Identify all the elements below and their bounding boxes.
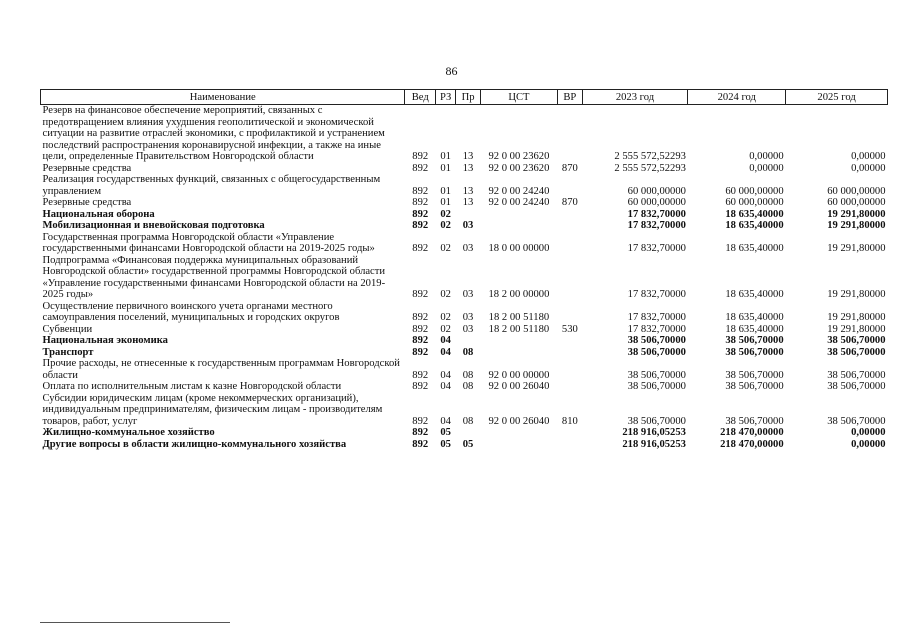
- cell-ved: 892: [412, 162, 429, 174]
- cell-rz: 04: [440, 369, 451, 381]
- cell-2024: 60 000,00000: [725, 197, 784, 208]
- cell-vr: 530: [561, 323, 578, 335]
- table-row: [41, 255, 888, 301]
- cell-2023: 38 506,70000: [627, 381, 686, 392]
- cell-2024: 38 506,70000: [725, 369, 784, 381]
- cell-2025: 19 291,80000: [827, 243, 886, 254]
- cell-vr: [558, 174, 582, 197]
- cell-name: Субсидии юридическим лицам (кроме некоммерческих организаций), индивидуальным предпринимателям, физическим лицам - производителям товаров, работ, услуг: [42, 392, 383, 427]
- cell-pr: 03: [462, 220, 474, 231]
- cell-ved: 892: [412, 335, 429, 346]
- cell-name: Государственная программа Новгородской области «Управление государственными финансами Новгородской области на 2019-2025 годы»: [42, 231, 375, 254]
- header-2023: 2023 год: [582, 90, 688, 105]
- cell-cst: 92 0 00 23620: [488, 162, 550, 174]
- cell-cst: [480, 209, 557, 221]
- cell-cst: 92 0 00 24240: [488, 185, 550, 197]
- cell-ved: 892: [412, 369, 429, 381]
- cell-ved: 892: [412, 346, 429, 358]
- cell-ved: 892: [412, 208, 429, 220]
- cell-ved: 892: [412, 381, 429, 392]
- cell-cst: 18 2 00 00000: [488, 289, 550, 300]
- cell-rz: 04: [440, 381, 451, 392]
- cell-vr: [558, 358, 582, 381]
- cell-name: Национальная оборона: [42, 208, 155, 220]
- cell-rz: 02: [440, 220, 451, 231]
- cell-2024: 0,00000: [749, 162, 784, 174]
- cell-2024: 218 470,00000: [720, 438, 784, 450]
- cell-cst: 18 0 00 00000: [488, 243, 550, 254]
- cell-rz: 02: [440, 208, 451, 220]
- cell-2023: 38 506,70000: [627, 369, 686, 381]
- cell-vr: 810: [561, 415, 578, 427]
- cell-vr: [558, 232, 582, 255]
- cell-pr: [456, 427, 480, 439]
- cell-name: Жилищно-коммунальное хозяйство: [42, 427, 215, 438]
- cell-pr: 08: [462, 346, 474, 358]
- cell-pr: [456, 335, 480, 347]
- cell-rz: 01: [440, 151, 451, 162]
- cell-2025: 38 506,70000: [827, 415, 886, 427]
- cell-vr: [558, 439, 582, 451]
- cell-cst: [480, 427, 557, 439]
- cell-2025: 19 291,80000: [827, 208, 886, 220]
- table-row: [41, 232, 888, 255]
- cell-cst: 92 0 00 23620: [488, 151, 550, 162]
- cell-cst: [480, 335, 557, 347]
- cell-pr: 03: [462, 289, 474, 300]
- header-ved: Вед: [405, 90, 436, 105]
- cell-2025: 19 291,80000: [827, 312, 886, 323]
- cell-ved: 892: [412, 415, 429, 427]
- table-row: [41, 324, 888, 336]
- cell-name: Резерв на финансовое обеспечение мероприятий, связанных с предотвращением влияния ухудшения геополитической и экономической ситуации на развитие отраслей экономики, с профилактикой и устранением последствий распространения коронавирусной инфекции, а также на иные цели, определенные Правительством Новгородской области: [42, 105, 385, 162]
- cell-name: Подпрограмма «Финансовая поддержка муниципальных образований Новгородской области» государственной программы Новгородской области «Управление государственными финансами Новгородской области на 2019-2025 годы»: [42, 254, 386, 300]
- cell-rz: 02: [440, 243, 451, 254]
- cell-name: Оплата по исполнительным листам к казне Новгородской области: [42, 381, 342, 392]
- cell-2024: 18 635,40000: [725, 312, 784, 323]
- cell-cst: 92 0 00 26040: [488, 381, 550, 392]
- table-row: [41, 427, 888, 439]
- cell-2024: 38 506,70000: [725, 346, 784, 358]
- cell-2023: 17 832,70000: [627, 312, 686, 323]
- cell-cst: 92 0 00 26040: [488, 415, 550, 427]
- cell-rz: 01: [440, 162, 451, 174]
- cell-2024: 38 506,70000: [725, 381, 784, 392]
- cell-pr: [456, 209, 480, 221]
- cell-vr: [558, 209, 582, 221]
- cell-2023: 2 555 572,52293: [614, 162, 686, 174]
- cell-2023: 38 506,70000: [627, 346, 686, 358]
- budget-table: [40, 89, 888, 450]
- cell-pr: 08: [462, 369, 474, 381]
- cell-vr: 870: [561, 162, 578, 174]
- cell-name: Субвенции: [42, 323, 93, 335]
- cell-pr: 13: [462, 151, 474, 162]
- cell-ved: 892: [412, 323, 429, 335]
- cell-2023: 17 832,70000: [627, 323, 686, 335]
- cell-pr: 13: [462, 185, 474, 197]
- cell-2023: 60 000,00000: [627, 185, 686, 197]
- cell-2024: 18 635,40000: [725, 323, 784, 335]
- cell-2024: 38 506,70000: [725, 415, 784, 427]
- cell-name: Транспорт: [42, 346, 94, 358]
- cell-cst: 18 2 00 51180: [488, 312, 550, 323]
- cell-pr: 08: [462, 381, 474, 392]
- cell-name: Реализация государственных функций, связанных с общегосударственным управлением: [42, 174, 381, 197]
- cell-name: Резервные средства: [42, 162, 132, 174]
- header-2025: 2025 год: [786, 90, 888, 105]
- header-2024: 2024 год: [688, 90, 786, 105]
- cell-rz: 04: [440, 335, 451, 346]
- cell-2025: 0,00000: [851, 438, 886, 450]
- cell-rz: 02: [440, 312, 451, 323]
- cell-2023: 17 832,70000: [627, 208, 686, 220]
- cell-name: Другие вопросы в области жилищно-коммунального хозяйства: [42, 438, 347, 450]
- cell-2024: 18 635,40000: [725, 243, 784, 254]
- cell-cst: 18 2 00 51180: [488, 323, 550, 335]
- table-row: [41, 301, 888, 324]
- cell-vr: [558, 381, 582, 393]
- cell-2024: 18 635,40000: [725, 220, 784, 231]
- cell-name: Национальная экономика: [42, 335, 168, 346]
- cell-pr: 03: [462, 323, 474, 335]
- cell-ved: 892: [412, 185, 429, 197]
- cell-name: Резервные средства: [42, 197, 132, 208]
- cell-2025: 19 291,80000: [827, 220, 886, 231]
- cell-vr: [558, 347, 582, 359]
- header-pr: Пр: [456, 90, 480, 105]
- cell-name: Осуществление первичного воинского учета органами местного самоуправления поселений, муниципальных и городских округов: [42, 300, 340, 323]
- header-vr: ВР: [558, 90, 582, 105]
- cell-vr: [558, 255, 582, 301]
- cell-2025: 0,00000: [851, 162, 886, 174]
- cell-cst: 92 0 00 24240: [488, 197, 550, 208]
- table-row: [41, 347, 888, 359]
- cell-2025: 19 291,80000: [827, 323, 886, 335]
- cell-ved: 892: [412, 312, 429, 323]
- table-row: [41, 358, 888, 381]
- cell-ved: 892: [412, 197, 429, 208]
- cell-pr: 13: [462, 162, 474, 174]
- table-row: [41, 335, 888, 347]
- cell-ved: 892: [412, 427, 429, 438]
- header-rz: РЗ: [435, 90, 455, 105]
- table-row: [41, 163, 888, 175]
- cell-vr: 870: [561, 197, 578, 208]
- table-row: [41, 381, 888, 393]
- table-row: [41, 209, 888, 221]
- cell-cst: [480, 220, 557, 232]
- table-row: [41, 393, 888, 428]
- cell-2023: 60 000,00000: [627, 197, 686, 208]
- cell-vr: [558, 335, 582, 347]
- cell-ved: 892: [412, 289, 429, 300]
- table-header-row: [41, 90, 888, 105]
- cell-pr: 03: [462, 243, 474, 254]
- cell-2025: 19 291,80000: [827, 289, 886, 300]
- cell-2023: 218 916,05253: [622, 438, 686, 450]
- header-name: Наименование: [41, 90, 405, 105]
- cell-2024: 60 000,00000: [725, 185, 784, 197]
- cell-2025: 0,00000: [851, 151, 886, 162]
- cell-pr: 08: [462, 415, 474, 427]
- cell-2023: 17 832,70000: [627, 289, 686, 300]
- cell-rz: 02: [440, 289, 451, 300]
- cell-ved: 892: [412, 151, 429, 162]
- cell-2023: 38 506,70000: [627, 335, 686, 346]
- cell-rz: 01: [440, 197, 451, 208]
- page-number: 86: [445, 64, 458, 78]
- cell-pr: 13: [462, 197, 474, 208]
- table-row: [41, 174, 888, 197]
- cell-2025: 0,00000: [851, 427, 886, 438]
- cell-2024: 218 470,00000: [720, 427, 784, 438]
- cell-2023: 17 832,70000: [627, 220, 686, 231]
- cell-rz: 04: [440, 346, 451, 358]
- header-cst: ЦСТ: [480, 90, 557, 105]
- cell-pr: 03: [462, 312, 474, 323]
- cell-2025: 38 506,70000: [827, 346, 886, 358]
- cell-pr: 05: [462, 438, 474, 450]
- cell-name: Прочие расходы, не отнесенные к государственным программам Новгородской области: [42, 358, 400, 381]
- cell-2025: 38 506,70000: [827, 381, 886, 392]
- cell-2023: 2 555 572,52293: [614, 151, 686, 162]
- cell-2024: 0,00000: [749, 151, 784, 162]
- cell-2025: 38 506,70000: [827, 335, 886, 346]
- cell-name: Мобилизационная и вневойсковая подготовка: [42, 220, 265, 231]
- cell-cst: [480, 439, 557, 451]
- cell-2025: 60 000,00000: [827, 185, 886, 197]
- cell-vr: [558, 427, 582, 439]
- cell-cst: [480, 347, 557, 359]
- cell-cst: 92 0 00 00000: [488, 369, 550, 381]
- cell-2025: 60 000,00000: [827, 197, 886, 208]
- table-row: [41, 220, 888, 232]
- cell-2023: 38 506,70000: [627, 415, 686, 427]
- cell-vr: [558, 220, 582, 232]
- cell-rz: 05: [440, 427, 451, 438]
- cell-vr: [558, 301, 582, 324]
- cell-vr: [558, 105, 582, 163]
- cell-ved: 892: [412, 438, 429, 450]
- cell-2025: 38 506,70000: [827, 369, 886, 381]
- cell-ved: 892: [412, 243, 429, 254]
- table-row: [41, 439, 888, 451]
- footer-rule: [40, 622, 230, 623]
- cell-2024: 18 635,40000: [725, 208, 784, 220]
- cell-2024: 38 506,70000: [725, 335, 784, 346]
- cell-2024: 18 635,40000: [725, 289, 784, 300]
- cell-rz: 02: [440, 323, 451, 335]
- cell-rz: 04: [440, 415, 451, 427]
- table-row: [41, 105, 888, 163]
- cell-ved: 892: [412, 220, 429, 231]
- cell-2023: 17 832,70000: [627, 243, 686, 254]
- cell-rz: 05: [440, 438, 451, 450]
- cell-rz: 01: [440, 185, 451, 197]
- table-row: [41, 197, 888, 209]
- cell-2023: 218 916,05253: [622, 427, 686, 438]
